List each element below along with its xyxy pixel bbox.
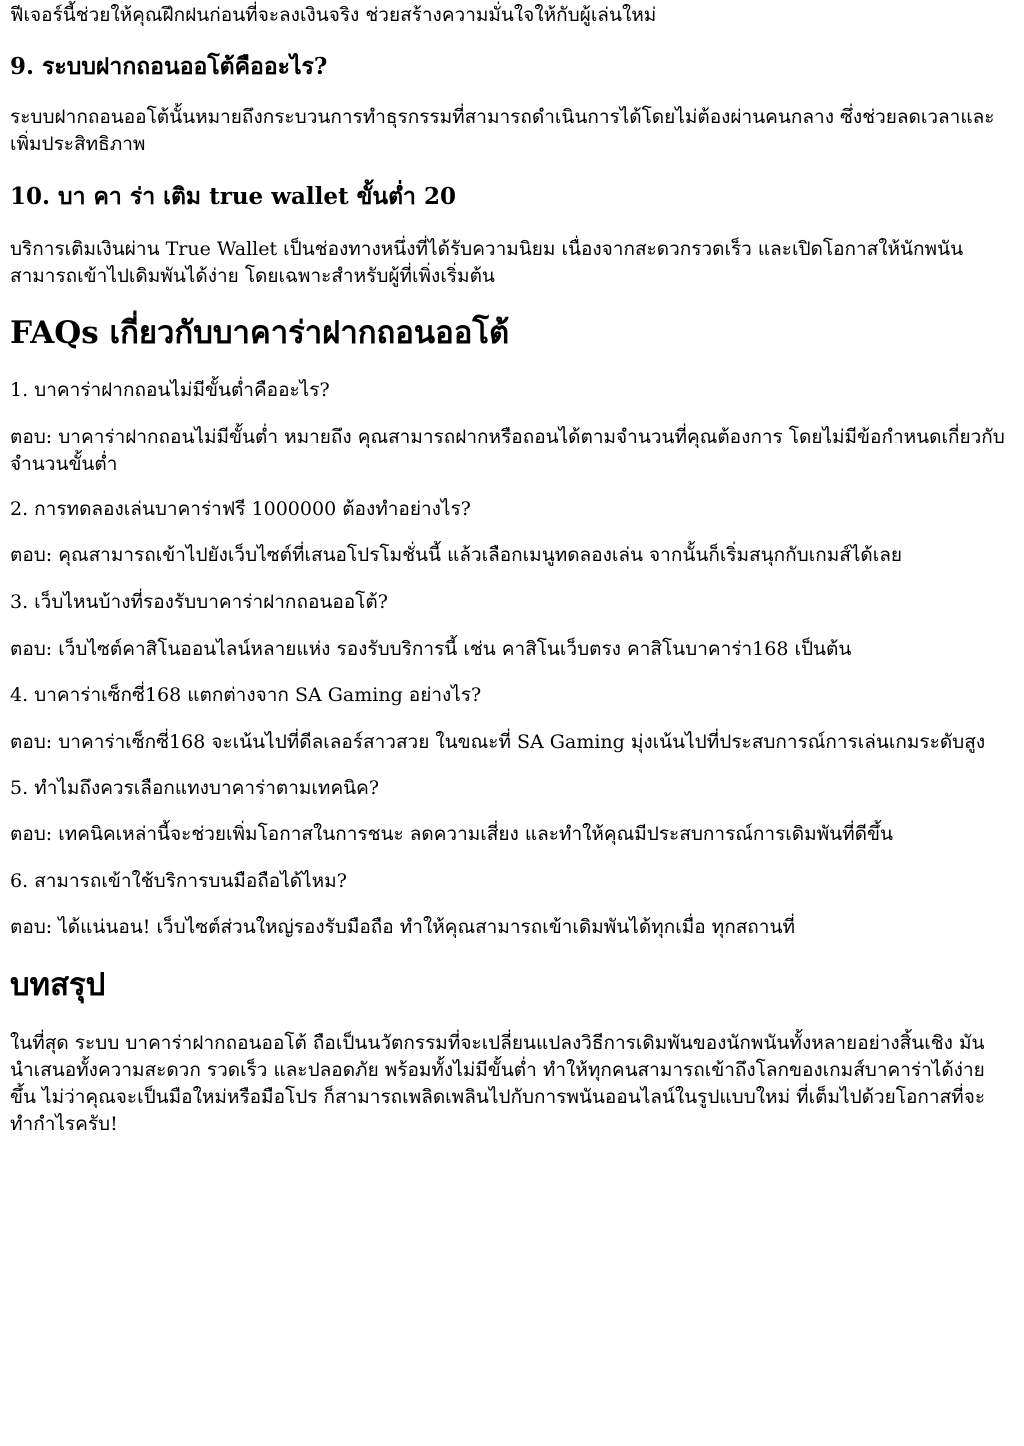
intro-tail-paragraph: ฟีเจอร์นี้ช่วยให้คุณฝึกฝนก่อนที่จะลงเงินจริง ช่วยสร้างความมั่นใจให้กับผู้เล่นใหม่	[10, 4, 657, 26]
faq-answer-1: ตอบ: บาคาร่าฝากถอนไม่มีขั้นต่ำ หมายถึง คุณสามารถฝากหรือถอนได้ตามจำนวนที่คุณต้องการ โดยไม่มีข้อกำหนดเกี่ยวกับจำนวนขั้นต่ำ	[10, 426, 1005, 475]
conclusion-heading: บทสรุป	[10, 967, 106, 1003]
faq-question-3: 3. เว็บไหนบ้างที่รองรับบาคาร่าฝากถอนออโต้?	[10, 591, 388, 613]
section-10-heading: 10. บา คา ร่า เติม true wallet ขั้นต่ำ 20	[10, 183, 456, 210]
faq-question-2: 2. การทดลองเล่นบาคาร่าฟรี 1000000 ต้องทำอย่างไร?	[10, 498, 471, 520]
section-10-paragraph: บริการเติมเงินผ่าน True Wallet เป็นช่องทางหนึ่งที่ได้รับความนิยม เนื่องจากสะดวกรวดเร็ว และเปิดโอกาสให้นักพนันสามารถเข้าไปเดิมพันได้ง่าย โดยเฉพาะสำหรับผู้ที่เพิ่งเริ่มต้น	[10, 238, 964, 287]
faq-question-4: 4. บาคาร่าเซ็กซี่168 แตกต่างจาก SA Gaming อย่างไร?	[10, 684, 482, 706]
faq-answer-2: ตอบ: คุณสามารถเข้าไปยังเว็บไซต์ที่เสนอโปรโมชั่นนี้ แล้วเลือกเมนูทดลองเล่น จากนั้นก็เริ่มสนุกกับเกมส์ได้เลย	[10, 544, 902, 566]
faq-question-1: 1. บาคาร่าฝากถอนไม่มีขั้นต่ำคืออะไร?	[10, 379, 330, 401]
faq-answer-4: ตอบ: บาคาร่าเซ็กซี่168 จะเน้นไปที่ดีลเลอร์สาวสวย ในขณะที่ SA Gaming มุ่งเน้นไปที่ประสบการณ์การเล่นเกมระดับสูง	[10, 731, 986, 753]
faq-answer-3: ตอบ: เว็บไซต์คาสิโนออนไลน์หลายแห่ง รองรับบริการนี้ เช่น คาสิโนเว็บตรง คาสิโนบาคาร่า168 เป็นต้น	[10, 638, 852, 660]
faqs-heading: FAQs เกี่ยวกับบาคาร่าฝากถอนออโต้	[10, 315, 510, 351]
section-9-heading: 9. ระบบฝากถอนออโต้คืออะไร?	[10, 53, 328, 80]
faq-answer-6: ตอบ: ได้แน่นอน! เว็บไซต์ส่วนใหญ่รองรับมือถือ ทำให้คุณสามารถเข้าเดิมพันได้ทุกเมื่อ ทุกสถานที่	[10, 916, 795, 938]
section-9-paragraph: ระบบฝากถอนออโต้นั้นหมายถึงกระบวนการทำธุรกรรมที่สามารถดำเนินการได้โดยไม่ต้องผ่านคนกลาง ซึ่งช่วยลดเวลาและเพิ่มประสิทธิภาพ	[10, 106, 995, 155]
faq-answer-5: ตอบ: เทคนิคเหล่านี้จะช่วยเพิ่มโอกาสในการชนะ ลดความเสี่ยง และทำให้คุณมีประสบการณ์การเดิมพันที่ดีขึ้น	[10, 823, 893, 845]
conclusion-paragraph: ในที่สุด ระบบ บาคาร่าฝากถอนออโต้ ถือเป็นนวัตกรรมที่จะเปลี่ยนแปลงวิธีการเดิมพันของนักพนันทั้งหลายอย่างสิ้นเชิง มันนำเสนอทั้งความสะดวก รวดเร็ว และปลอดภัย พร้อมทั้งไม่มีขั้นต่ำ ทำให้ทุกคนสามารถเข้าถึงโลกของเกมส์บาคาร่าได้ง่ายขึ้น ไม่ว่าคุณจะเป็นมือใหม่หรือมือโปร ก็สามารถเพลิดเพลินไปกับการพนันออนไลน์ในรูปแบบใหม่ ที่เต็มไปด้วยโอกาสที่จะทำกำไรครับ!	[10, 1032, 986, 1135]
faq-question-5: 5. ทำไมถึงควรเลือกแทงบาคาร่าตามเทคนิค?	[10, 777, 380, 799]
faq-question-6: 6. สามารถเข้าใช้บริการบนมือถือได้ไหม?	[10, 870, 347, 892]
